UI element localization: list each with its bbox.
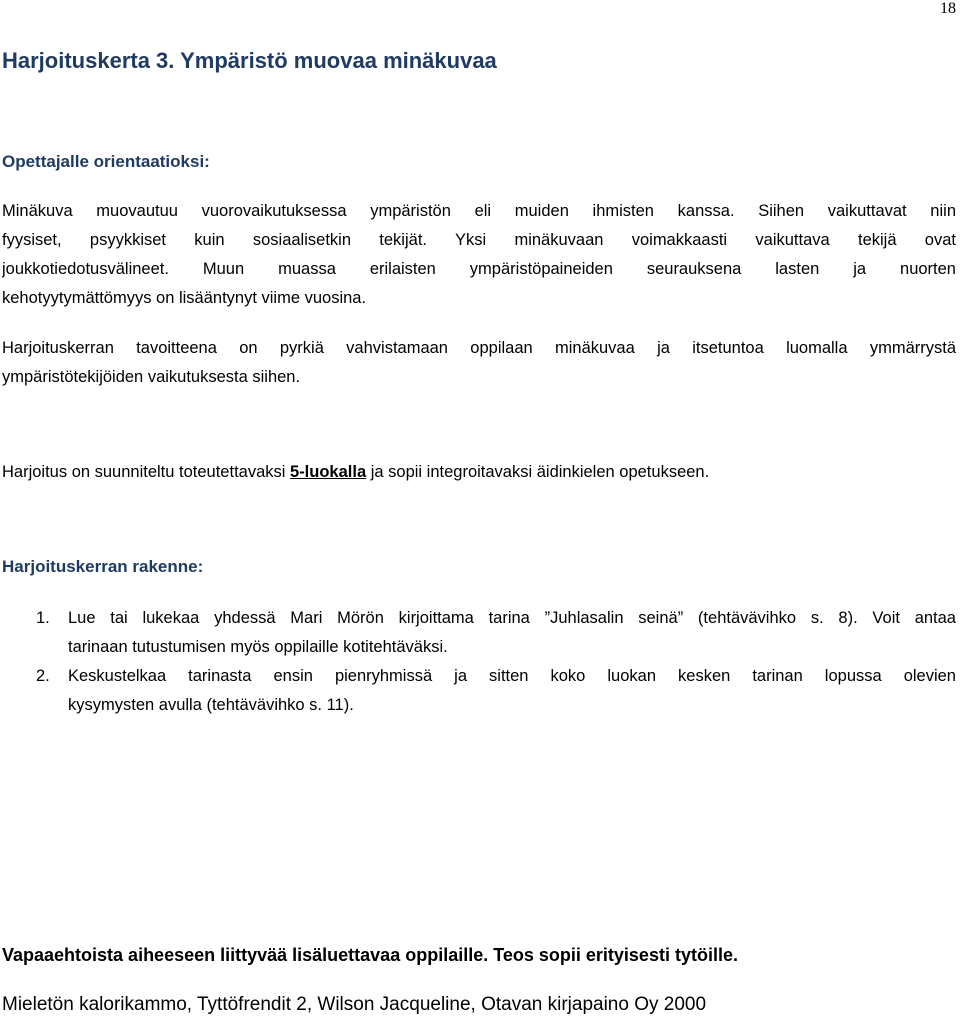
list-item xyxy=(2,604,956,662)
paragraph-line: fyysiset, psyykkiset kuin sosiaalisetkin tekijät. Yksi minäkuvaan voimakkaasti vaikuttava tekijä ovat xyxy=(2,231,956,249)
page-number: 18 xyxy=(940,0,956,17)
orientation-paragraph-1 xyxy=(2,197,956,313)
book-reference: Mieletön kalorikammo, Tyttöfrendit 2, Wilson Jacqueline, Otavan kirjapaino Oy 2000 xyxy=(2,994,707,1015)
list-number: 2. xyxy=(36,667,50,685)
paragraph-line: Harjoituskerran tavoitteena on pyrkiä vahvistamaan oppilaan minäkuvaa ja itsetuntoa luomalla ymmärrystä xyxy=(2,339,956,357)
structure-list xyxy=(2,604,956,720)
list-line: tarinaan tutustumisen myös oppilaille kotitehtäväksi. xyxy=(68,638,448,656)
paragraph-line: Minäkuva muovautuu vuorovaikutuksessa ympäristön eli muiden ihmisten kanssa. Siihen vaikuttavat niin xyxy=(2,202,956,220)
list-line: Keskustelkaa tarinasta ensin pienryhmissä ja sitten koko luokan kesken tarinan lopussa olevien xyxy=(68,667,956,685)
structure-heading: Harjoituskerran rakenne: xyxy=(2,557,204,576)
orientation-paragraph-3 xyxy=(2,458,956,487)
page-title: Harjoituskerta 3. Ympäristö muovaa minäkuvaa xyxy=(2,48,497,73)
list-line: Lue tai lukekaa yhdessä Mari Mörön kirjoittama tarina ”Juhlasalin seinä” (tehtävävihko s. 8). Voit antaa xyxy=(68,609,956,627)
orientation-heading: Opettajalle orientaatioksi: xyxy=(2,152,210,171)
paragraph-line xyxy=(2,458,956,487)
paragraph-line: kehotyytymättömyys on lisääntynyt viime vuosina. xyxy=(2,289,367,307)
list-number: 1. xyxy=(36,609,50,627)
list-text xyxy=(68,604,956,662)
text-before: Harjoitus on suunniteltu toteutettavaksi xyxy=(2,463,291,481)
paragraph-line: ympäristötekijöiden vaikutuksesta siihen. xyxy=(2,368,301,386)
text-after: ja sopii integroitavaksi äidinkielen opetukseen. xyxy=(366,463,710,481)
extra-reading-heading: Vapaaehtoista aiheeseen liittyvää lisäluettavaa oppilaille. Teos sopii erityisesti tytöille. xyxy=(2,945,738,965)
paragraph-line: joukkotiedotusvälineet. Muun muassa erilaisten ympäristöpaineiden seurauksena lasten ja nuorten xyxy=(2,260,956,278)
orientation-paragraph-2 xyxy=(2,334,956,392)
grade-emphasis: 5-luokalla xyxy=(290,463,367,481)
list-line: kysymysten avulla (tehtävävihko s. 11). xyxy=(68,696,354,714)
list-item xyxy=(2,662,956,720)
list-text xyxy=(68,662,956,720)
